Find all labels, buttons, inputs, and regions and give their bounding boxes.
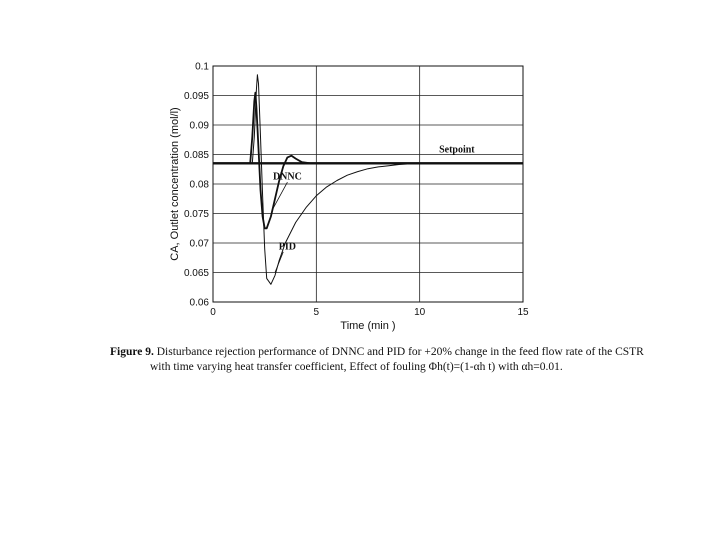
y-tick-label: 0.08 bbox=[189, 179, 209, 191]
caption-text-1: Disturbance rejection performance of DNNC and PID for +20% change in the feed flow rate of the CSTR bbox=[153, 346, 644, 358]
caption-line-2: with time varying heat transfer coefficient, Effect of fouling Φh(t)=(1-αh t) with αh=0.01. bbox=[150, 361, 563, 373]
annotation-dnnc: DNNC bbox=[272, 171, 302, 183]
x-tick-label: 10 bbox=[414, 307, 426, 318]
x-tick-label: 0 bbox=[210, 307, 216, 318]
x-axis-title: Time (min ) bbox=[340, 320, 396, 332]
figure-caption bbox=[110, 345, 670, 375]
annotation-pid: PID bbox=[278, 241, 297, 253]
y-axis-title: CA, Outlet concentration (mol/l) bbox=[169, 107, 181, 261]
y-tick-label: 0.095 bbox=[183, 91, 209, 102]
y-axis bbox=[184, 62, 209, 309]
x-tick-label: 15 bbox=[517, 307, 529, 318]
y-tick-label: 0.085 bbox=[183, 150, 209, 161]
annotation-setpoint: Setpoint bbox=[439, 144, 475, 156]
y-tick-label: 0.075 bbox=[183, 209, 209, 220]
caption-label: Figure 9. bbox=[110, 346, 154, 358]
y-tick-label: 0.09 bbox=[189, 120, 209, 132]
y-tick-label: 0.065 bbox=[183, 268, 209, 279]
y-tick-label: 0.07 bbox=[189, 238, 209, 250]
y-tick-label: 0.1 bbox=[195, 61, 209, 73]
x-tick-label: 5 bbox=[313, 307, 320, 318]
x-axis bbox=[210, 307, 529, 318]
caption-line-1 bbox=[110, 345, 670, 360]
y-tick-label: 0.06 bbox=[189, 297, 209, 309]
